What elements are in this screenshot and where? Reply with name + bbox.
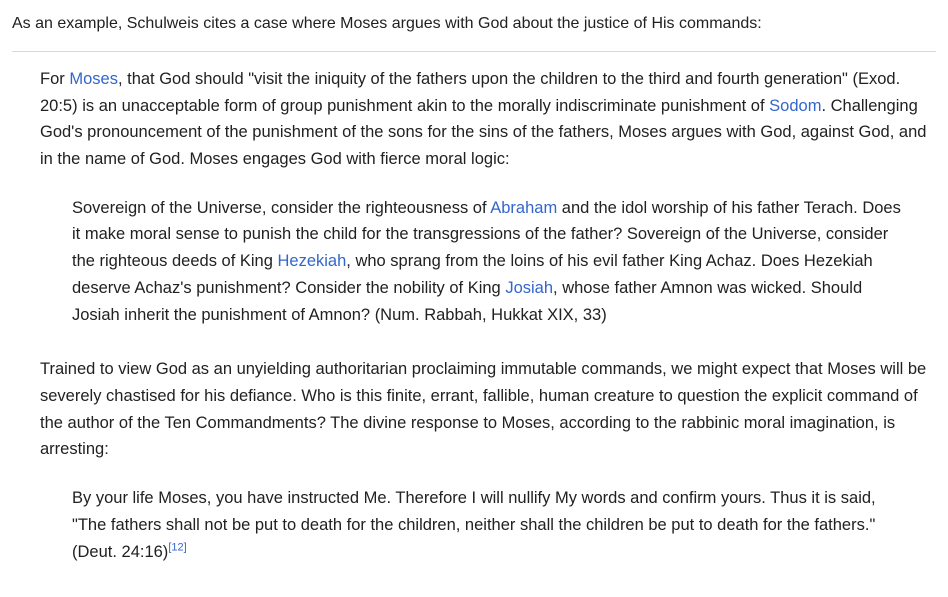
reference-link-12[interactable]: [12] (168, 541, 187, 554)
quote1-seg1: Sovereign of the Universe, consider the righteousness of (72, 198, 491, 217)
link-josiah[interactable]: Josiah (505, 278, 554, 297)
section-divider (12, 51, 936, 52)
quote1-seg2: and the idol worship of his father Terach. Does it make moral sense to punish the child for the transgressions of the father? Sovereign of the Universe, consider the righteous deeds of King (72, 198, 901, 271)
paragraph-moses-seg3: . Challenging God's pronouncement of the punishment of the sons for the sins of the fathers, Moses argues with God, against God, and in the name of God. Moses engages God with fierce moral logic: (40, 96, 927, 168)
link-sodom[interactable]: Sodom (769, 96, 822, 115)
paragraph-moses-seg1: For (40, 69, 70, 88)
blockquote-sovereign (72, 195, 902, 329)
paragraph-moses (40, 66, 936, 173)
reference-marker[interactable] (168, 541, 186, 553)
paragraph-moses-seg2: , that God should "visit the iniquity of the fathers upon the children to the third and fourth generation" (Exod. 20:5) is an unacceptable form of group punishment akin to the morally indiscriminate punishment of (40, 69, 901, 115)
paragraph-spacer (12, 328, 936, 356)
intro-paragraph: As an example, Schulweis cites a case where Moses argues with God about the justice of His commands: (12, 15, 762, 32)
paragraph-divine-response: Trained to view God as an unyielding authoritarian proclaiming immutable commands, we might expect that Moses will be severely chastised for his defiance. Who is this finite, errant, fallible, human creature to question the explicit command of the author of the Ten Commandments? The divine response to Moses, according to the rabbinic moral imagination, is arresting: (40, 360, 927, 459)
link-moses[interactable]: Moses (69, 69, 118, 88)
blockquote-by-your-life (72, 485, 902, 565)
link-abraham[interactable]: Abraham (490, 198, 558, 217)
quote2-text: By your life Moses, you have instructed Me. Therefore I will nullify My words and confirm yours. Thus it is said, "The fathers shall not be put to death for the children, neither shall the children be put to death for the fathers." (Deut. 24:16) (72, 489, 876, 561)
quote1-seg4: , whose father Amnon was wicked. Should Josiah inherit the punishment of Amnon? (Num. Rabbah, Hukkat XIX, 33) (72, 278, 863, 324)
quote1-seg3: , who sprang from the loins of his evil father King Achaz. Does Hezekiah deserve Achaz's punishment? Consider the nobility of King (72, 252, 873, 297)
link-hezekiah[interactable]: Hezekiah (277, 252, 347, 271)
